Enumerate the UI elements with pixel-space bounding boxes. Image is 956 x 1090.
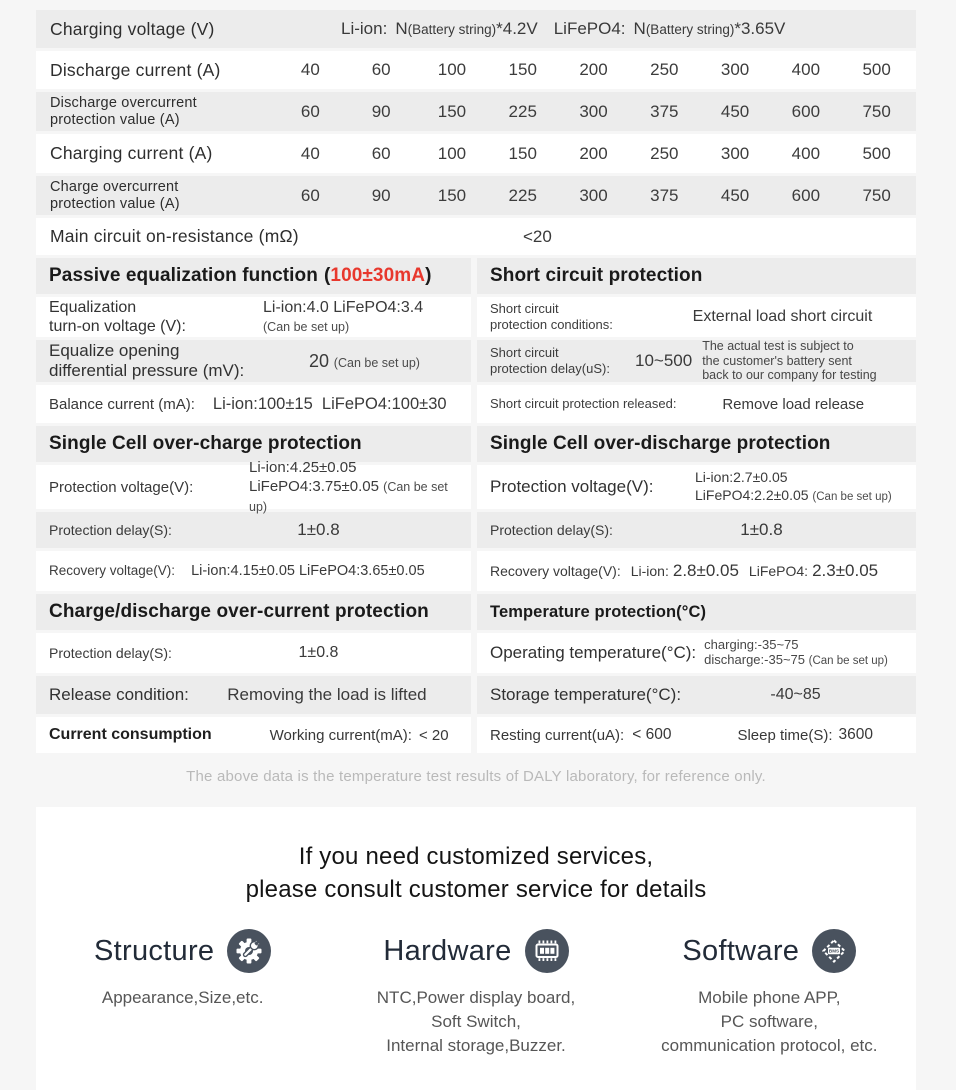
li-ion-label: Li-ion:: [630, 563, 669, 579]
value-cell: 400: [791, 60, 821, 79]
service-desc-line: NTC,Power display board,: [376, 988, 576, 1007]
service-desc-line: PC software,: [720, 1012, 818, 1031]
row-label: [49, 341, 264, 381]
service-title-row: [623, 929, 916, 973]
value-cell: 60: [300, 101, 320, 121]
value-cell: 450: [720, 101, 750, 121]
svg-text:BMS: BMS: [829, 948, 840, 954]
value-cell: 150: [437, 185, 467, 205]
lifepo4-value: 2.3±0.05: [812, 561, 879, 580]
row-label-line: protection conditions:: [490, 317, 613, 332]
row-od-protection-voltage: [477, 465, 916, 509]
row-value: 1±0.8: [740, 520, 783, 539]
spec-sheet: [36, 10, 916, 785]
service-software: [623, 929, 916, 1058]
row-label: Short circuit protection released:: [490, 396, 677, 411]
row-sc-released: [477, 385, 916, 423]
row-oc-protection-voltage: [36, 458, 471, 514]
row-value: [695, 468, 892, 506]
row-label: Recovery voltage(V):: [490, 563, 621, 579]
row-value: [263, 298, 423, 337]
value-line: LiFePO4:2.2±0.05: [695, 487, 809, 503]
two-column-sections: [36, 258, 916, 756]
value-text: Li-ion:4.0 LiFePO4:3.4: [263, 298, 424, 316]
value-cell: 150: [437, 101, 467, 121]
row-label: Protection voltage(V):: [490, 477, 654, 496]
li-ion-paren: (Battery string): [407, 22, 497, 37]
value-cell: 400: [791, 143, 821, 163]
service-desc-line: Mobile phone APP,: [698, 988, 841, 1007]
service-desc: [36, 986, 329, 1010]
value-cell: 600: [791, 185, 821, 205]
row-label: [36, 143, 275, 164]
value-line: charging:-35~75: [704, 636, 799, 652]
value-cell: 375: [650, 101, 679, 121]
value-cell: 500: [862, 143, 891, 163]
section-title: Charge/discharge over-current protection: [49, 601, 429, 622]
row-label-line: Short circuit: [490, 345, 559, 360]
row-label: Protection delay(S):: [490, 522, 613, 538]
row-label: Storage temperature(°C):: [490, 685, 682, 704]
row-label-text: Discharge current (A): [50, 59, 221, 80]
row-od-protection-delay: [477, 512, 916, 548]
row-equalize-differential: [36, 340, 471, 382]
section-title: Single Cell over-discharge protection: [490, 433, 831, 454]
row-balance-current: [36, 385, 471, 423]
charging-current-values: [275, 144, 916, 164]
row-value: Removing the load is lifted: [227, 685, 427, 704]
customized-services-card: [36, 807, 916, 1090]
chip-icon: [525, 929, 569, 973]
value-cell: 600: [791, 101, 821, 121]
value-cell: 60: [300, 185, 320, 205]
charge-overcurrent-values: [275, 186, 916, 206]
note-line: The actual test is subject to: [702, 339, 854, 354]
row-label-line: protection delay(uS):: [490, 361, 610, 376]
row-value: [704, 637, 888, 670]
discharge-overcurrent-values: [275, 102, 916, 122]
lifepo4-mult: *3.65V: [734, 19, 786, 38]
row-label: [490, 345, 635, 377]
service-hardware: [329, 929, 622, 1058]
footnote-text: The above data is the temperature test results of DALY laboratory, for reference only.: [186, 768, 766, 785]
row-main-resistance: [36, 218, 916, 255]
row-resting-sleep: [477, 717, 916, 753]
value-cell: 750: [862, 185, 891, 205]
cta-heading-line2: please consult customer service for details: [245, 876, 707, 903]
row-value: External load short circuit: [692, 308, 873, 325]
value-note: (Can be set up): [263, 319, 350, 334]
row-label-line: differential pressure (mV):: [49, 361, 245, 380]
row-label: Current consumption: [49, 726, 212, 743]
value-cell: 200: [579, 143, 608, 163]
row-label-line: Short circuit: [490, 301, 559, 316]
row-label: Operating temperature(°C):: [490, 643, 697, 662]
note-line: the customer's battery sent: [702, 353, 852, 368]
row-oc-protection-delay: [36, 512, 471, 548]
row-label: [36, 226, 395, 247]
value-cell: 40: [300, 60, 320, 79]
row-occ-protection-delay: [36, 633, 471, 673]
li-ion-value: 2.8±0.05: [672, 561, 739, 580]
value-cell: 500: [862, 60, 891, 79]
row-label-line: Equalization: [49, 299, 137, 316]
service-title-row: [36, 929, 329, 973]
service-desc-line: Soft Switch,: [431, 1012, 521, 1031]
value-cell: 300: [579, 185, 608, 205]
resting-current-value: < 600: [632, 726, 672, 743]
value-note: [702, 339, 876, 383]
li-ion-mult: *4.2V: [496, 19, 538, 38]
main-resistance-value: <20: [523, 226, 552, 246]
row-discharge-overcurrent: [36, 92, 916, 131]
value-cell: 375: [650, 185, 679, 205]
service-desc-line: Appearance,Size,etc.: [101, 988, 264, 1007]
row-value: [249, 458, 465, 517]
row-label-text: Main circuit on-resistance (mΩ): [50, 226, 299, 246]
gear-wrench-icon: [227, 929, 271, 973]
row-charging-voltage: [36, 10, 916, 48]
right-column: [477, 258, 916, 756]
row-discharge-current: [36, 51, 916, 89]
sleep-time-label: Sleep time(S):: [737, 726, 833, 744]
row-label: [36, 60, 275, 81]
row-label: Protection delay(S):: [49, 522, 172, 538]
value-cell: 225: [508, 185, 537, 205]
sub-label: Working current(mA):: [269, 726, 412, 744]
value-cell: 750: [862, 101, 891, 121]
section-over-discharge-header: [477, 426, 916, 462]
row-label: Recovery voltage(V):: [49, 563, 176, 578]
row-label: [490, 301, 655, 333]
row-value: Li-ion:4.15±0.05 LiFePO4:3.65±0.05: [191, 562, 425, 579]
note-line: back to our company for testing: [702, 368, 877, 383]
row-value: 10~500: [635, 351, 693, 370]
row-value: 1±0.8: [297, 520, 340, 539]
row-label-text: Charging current (A): [50, 143, 213, 163]
row-value: -40~85: [770, 686, 821, 703]
row-label: Balance current (mA):: [49, 395, 195, 413]
row-label: Protection voltage(V):: [49, 478, 194, 496]
row-value: Li-ion:100±15 LiFePO4:100±30: [212, 394, 447, 413]
section-equalization-header: [36, 258, 471, 294]
section-short-circuit-header: [477, 258, 916, 294]
section-title: Temperature protection(°C): [490, 602, 707, 621]
service-title-row: [329, 929, 622, 973]
value-line: Li-ion:2.7±0.05: [695, 469, 788, 485]
row-value: 1±0.8: [298, 644, 339, 661]
value-note: (Can be set up): [249, 479, 448, 514]
value-cell: 40: [300, 143, 320, 163]
value-cell: 225: [508, 101, 537, 121]
section-over-current-header: [36, 594, 471, 630]
row-label: Release condition:: [49, 685, 189, 704]
sleep-time-value: 3600: [838, 726, 873, 743]
value-text: 20: [309, 350, 330, 371]
row-label: [49, 298, 249, 336]
value-cell: 300: [720, 60, 750, 79]
row-od-recovery-voltage: [477, 551, 916, 591]
row-equalization-turn-on: [36, 297, 471, 337]
service-title: Software: [682, 934, 800, 967]
value-cell: 450: [720, 185, 750, 205]
discharge-current-values: [275, 60, 916, 80]
row-label-line: turn-on voltage (V):: [49, 318, 186, 335]
row-value: < 20: [418, 726, 449, 744]
value-line: discharge:-35~75: [704, 652, 805, 667]
service-title: Hardware: [383, 934, 512, 967]
lifepo4-label: LiFePO4:: [748, 563, 809, 579]
row-label: [36, 179, 275, 213]
value-cell: 100: [437, 143, 467, 163]
equalization-current-spec: 100±30mA: [330, 265, 426, 286]
section-title: Single Cell over-charge protection: [49, 433, 362, 454]
service-desc: [623, 986, 916, 1058]
lifepo4-paren: (Battery string): [645, 22, 735, 37]
row-label-line: Equalize opening: [49, 341, 180, 360]
resting-current-label: Resting current(uA):: [490, 726, 625, 744]
row-label-line: Charge overcurrent: [50, 178, 179, 195]
charging-voltage-value: [341, 19, 785, 39]
service-desc-line: communication protocol, etc.: [661, 1036, 878, 1055]
value-line: Li-ion:4.25±0.05: [249, 458, 357, 476]
value-cell: 150: [508, 60, 537, 79]
row-sc-delay: [477, 340, 916, 382]
row-current-consumption: [36, 717, 471, 753]
service-desc: [329, 986, 622, 1058]
paren: ): [425, 265, 432, 286]
value-cell: 90: [371, 185, 391, 205]
value-cell: 90: [371, 101, 391, 121]
row-label-line: Discharge overcurrent: [50, 94, 197, 111]
row-value: [264, 351, 465, 372]
row-operating-temperature: [477, 633, 916, 673]
value-cell: 300: [579, 101, 608, 121]
value-cell: 250: [650, 60, 679, 79]
value-cell: 100: [437, 60, 467, 79]
li-ion-label: Li-ion:: [341, 19, 388, 38]
value-note: (Can be set up): [808, 655, 888, 667]
row-storage-temperature: [477, 676, 916, 714]
service-title: Structure: [93, 934, 215, 967]
value-line: LiFePO4:3.75±0.05: [249, 477, 379, 495]
row-label: [36, 19, 275, 40]
row-value: Remove load release: [722, 395, 865, 413]
row-label-line: protection value (A): [50, 111, 180, 128]
row-label: Protection delay(S):: [49, 645, 172, 661]
value-note: (Can be set up): [812, 491, 892, 503]
value-cell: 250: [650, 143, 679, 163]
row-label-line: protection value (A): [50, 195, 180, 212]
value-cell: 60: [371, 60, 391, 79]
left-column: [36, 258, 471, 756]
row-charging-current: [36, 134, 916, 173]
section-temperature-header: [477, 594, 916, 630]
section-title: Passive equalization function: [49, 265, 318, 286]
lifepo4-n: N: [633, 19, 646, 38]
service-structure: [36, 929, 329, 1058]
value-cell: 200: [579, 60, 608, 79]
value-note: (Can be set up): [333, 355, 420, 370]
row-label: [36, 95, 275, 129]
value-cell: 300: [720, 143, 750, 163]
cta-heading-line1: If you need customized services,: [298, 843, 654, 870]
service-desc-line: Internal storage,Buzzer.: [386, 1036, 566, 1055]
services-row: [36, 929, 916, 1058]
row-charge-overcurrent: [36, 176, 916, 215]
paren: (: [323, 265, 331, 286]
bms-software-icon: [812, 929, 856, 973]
row-oc-recovery-voltage: [36, 551, 471, 591]
row-sc-conditions: [477, 297, 916, 337]
section-title: Short circuit protection: [490, 265, 703, 286]
value-cell: 150: [508, 143, 537, 163]
lifepo4-label: LiFePO4:: [553, 19, 626, 38]
row-label-text: Charging voltage (V): [50, 18, 215, 39]
row-release-condition: [36, 676, 471, 714]
li-ion-n: N: [395, 19, 408, 38]
value-cell: 60: [371, 143, 391, 163]
